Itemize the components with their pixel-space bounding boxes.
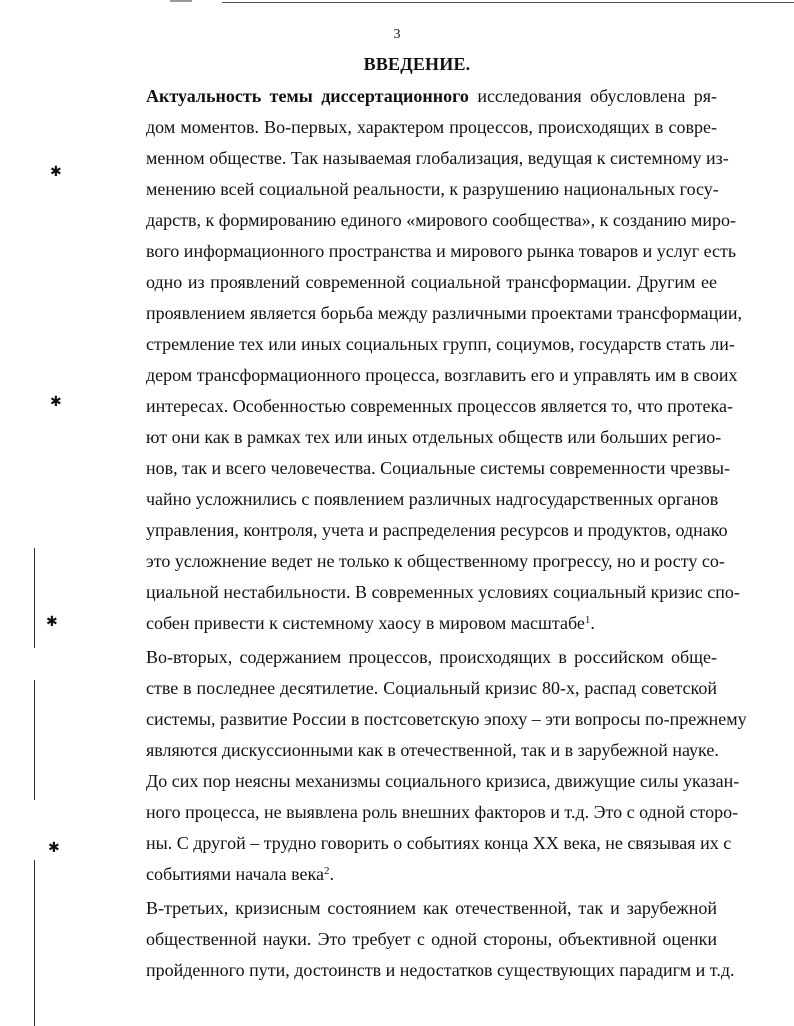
text-line: нов, так и всего человечества. Социальные системы современности чрезвы-: [146, 458, 730, 478]
text-line: циальной нестабильности. В современных условиях социальный кризис спо-: [146, 582, 740, 602]
binding-edge-line: [34, 860, 35, 1026]
text-line: ют они как в рамках тех или иных отдельных обществ или больших регио-: [146, 427, 722, 447]
text-line: интересах. Особенностью современных процессов является то, что протека-: [146, 396, 733, 416]
binding-edge-line: [34, 548, 35, 648]
text-line: менном обществе. Так называемая глобализация, ведущая к системному из-: [146, 148, 729, 168]
text-line: Во-вторых, содержанием процессов, происходящих в российском обще-: [146, 647, 717, 667]
page-number: 3: [393, 27, 401, 42]
text-line: стве в последнее десятилетие. Социальный кризис 80-х, распад советской: [146, 678, 717, 698]
text-line: Актуальность темы диссертационного исследования обусловлена ря-: [146, 86, 717, 106]
binding-hole-mark: ✱: [46, 615, 58, 630]
text-line: событиями начала века$^2$.: [146, 864, 334, 884]
text-line: проявлением является борьба между различными проектами трансформации,: [146, 303, 743, 323]
binding-edge-line: [34, 680, 35, 800]
text-line: дером трансформационного процесса, возглавить его и управлять им в своих: [146, 365, 738, 385]
binding-hole-mark: ✱: [50, 165, 62, 180]
text-line: управления, контроля, учета и распределения ресурсов и продуктов, однако: [146, 520, 728, 540]
text-line: общественной науки. Это требует с одной стороны, объективной оценки: [146, 929, 717, 949]
text-line: дом моментов. Во-первых, характером процессов, происходящих в совре-: [146, 117, 717, 137]
text-line: являются дискуссионными как в отечественной, так и в зарубежной науке.: [146, 740, 719, 760]
binding-hole-mark: ✱: [48, 841, 60, 856]
scan-top-border: [222, 2, 794, 3]
scan-top-dash: [170, 0, 192, 2]
text-line: До сих пор неясны механизмы социального кризиса, движущие силы указан-: [146, 771, 740, 791]
text-line: вого информационного пространства и мирового рынка товаров и услуг есть: [146, 241, 737, 261]
text-line: менению всей социальной реальности, к разрушению национальных госу-: [146, 179, 719, 199]
text-line: одно из проявлений современной социальной трансформации. Другим ее: [146, 272, 717, 292]
text-line: стремление тех или иных социальных групп, социумов, государств стать ли-: [146, 334, 735, 354]
text-line: чайно усложнились с появлением различных надгосударственных органов: [146, 489, 719, 509]
text-line: пройденного пути, достоинств и недостатков существующих парадигм и т.д.: [146, 960, 735, 980]
text-line: ны. С другой – трудно говорить о событиях конца XX века, не связывая их с: [146, 833, 732, 853]
text-line: дарств, к формированию единого «мирового сообщества», к созданию миро-: [146, 210, 737, 230]
bold-lead: Актуальность темы диссертационного: [146, 86, 469, 106]
text-line: ного процесса, не выявлена роль внешних факторов и т.д. Это с одной сторо-: [146, 802, 739, 822]
text-line: системы, развитие России в постсоветскую эпоху – эти вопросы по-прежнему: [146, 709, 747, 729]
page-title: ВВЕДЕНИЕ.: [363, 54, 471, 74]
text-line: В-третьих, кризисным состоянием как отечественной, так и зарубежной: [146, 898, 717, 918]
footnote-ref[interactable]: 1: [584, 614, 591, 626]
text-line: это усложнение ведет не только к общественному прогрессу, но и росту со-: [146, 551, 725, 571]
footnote-ref[interactable]: 2: [323, 865, 330, 877]
text-line: собен привести к системному хаосу в мировом масштабе$^1$.: [146, 613, 595, 633]
binding-hole-mark: ✱: [50, 395, 62, 410]
